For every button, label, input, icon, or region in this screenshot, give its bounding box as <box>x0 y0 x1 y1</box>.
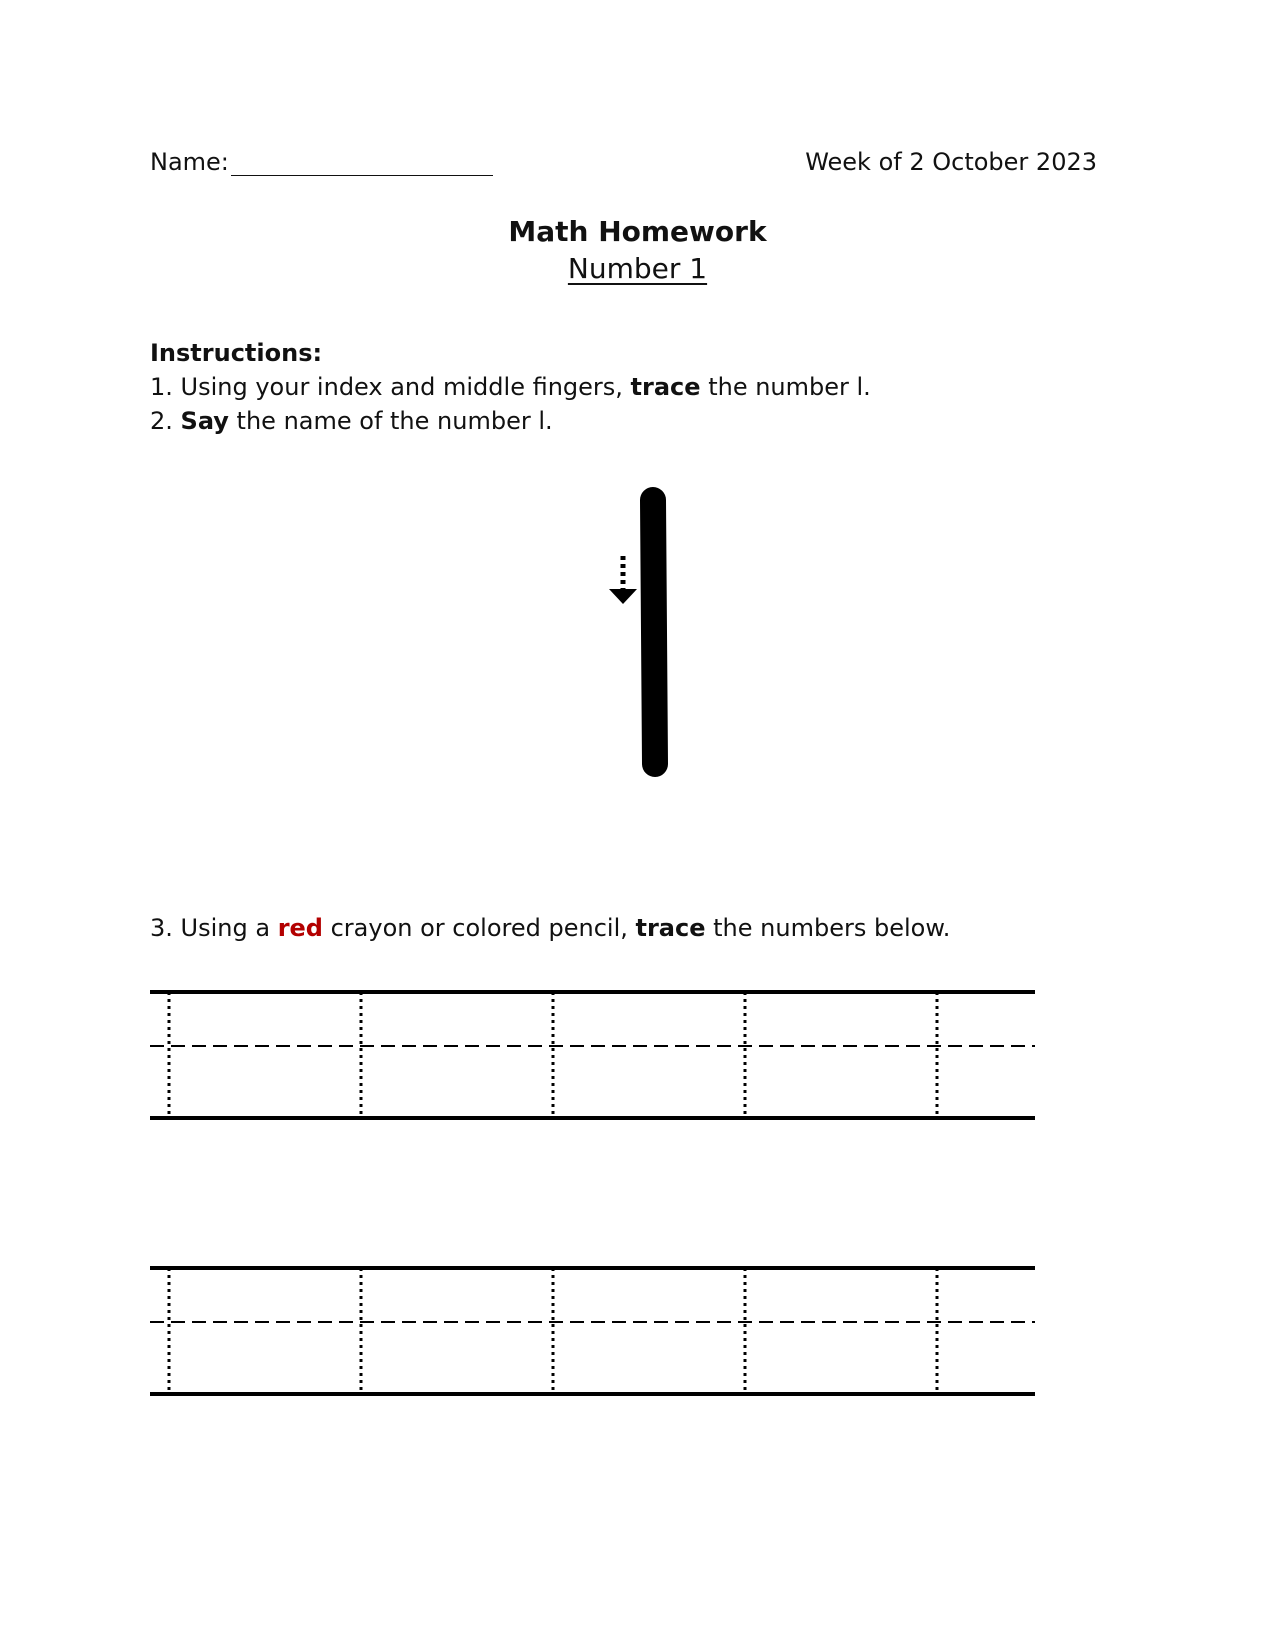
step1-suffix: the number l. <box>700 373 871 401</box>
tracing-row-2 <box>150 1268 1035 1394</box>
number-one-stroke <box>653 500 655 764</box>
step3-color-word: red <box>277 914 323 942</box>
tracing-row-1 <box>150 992 1035 1118</box>
step2-prefix: 2. <box>150 407 181 435</box>
dotted-down-arrow-icon <box>609 556 637 604</box>
step3-suffix: the numbers below. <box>705 914 951 942</box>
step1-emph: trace <box>630 373 701 401</box>
step1-prefix: 1. Using your index and middle fingers, <box>150 373 631 401</box>
step3-middle: crayon or colored pencil, <box>322 914 636 942</box>
step3-emph: trace <box>635 914 706 942</box>
instruction-step-3 <box>150 914 950 942</box>
step2-suffix: the name of the number l. <box>228 407 553 435</box>
page-title: Math Homework <box>508 215 767 248</box>
step2-emph: Say <box>180 407 229 435</box>
week-date: Week of 2 October 2023 <box>805 148 1097 176</box>
page-subtitle: Number 1 <box>567 252 708 285</box>
instructions-heading: Instructions: <box>150 339 323 367</box>
name-label: Name: <box>150 148 229 176</box>
step3-prefix: 3. Using a <box>150 914 278 942</box>
